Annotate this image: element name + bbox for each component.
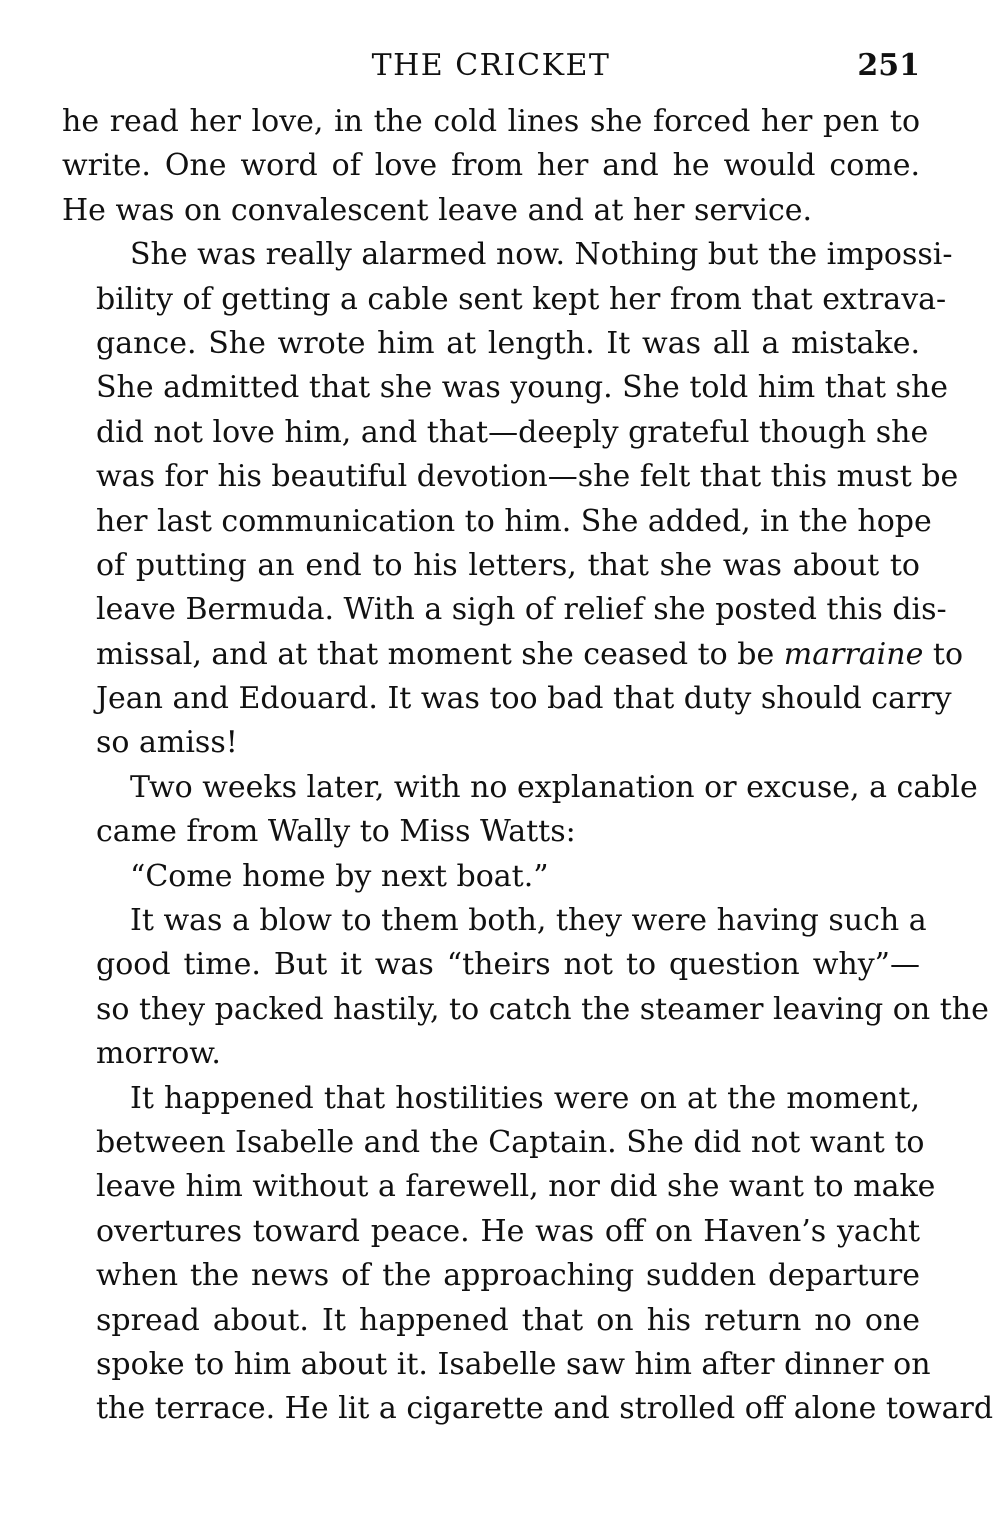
text-line: She was really alarmed now. Nothing but the impossi- xyxy=(130,237,953,273)
text-line: Jean and Edouard. It was too bad that duty should carry xyxy=(96,681,952,717)
text-line: spread about. It happened that on his return no one xyxy=(96,1302,920,1338)
text-line: missal, and at that moment she ceased to be marraine to xyxy=(96,636,964,672)
text-line: so amiss! xyxy=(96,725,238,761)
text-line: write. One word of love from her and he would come. xyxy=(62,148,920,184)
paragraph xyxy=(62,899,989,1077)
text-line: came from Wally to Miss Watts: xyxy=(96,814,576,850)
text-line: her last communication to him. She added, in the hope xyxy=(96,503,932,539)
text-line: It was a blow to them both, they were having such a xyxy=(130,903,927,939)
text-line: did not love him, and that—deeply grateful though she xyxy=(96,414,929,450)
text-line: She admitted that she was young. She told him that she xyxy=(96,370,949,406)
italic-word: marraine xyxy=(783,636,924,672)
text-line: so they packed hastily, to catch the steamer leaving on the xyxy=(96,991,989,1027)
paragraph xyxy=(62,100,920,233)
text-line: morrow. xyxy=(96,1036,221,1072)
body-text xyxy=(62,100,994,1432)
text-line: the terrace. He lit a cigarette and strolled off alone toward xyxy=(96,1391,994,1427)
paragraph xyxy=(62,1077,994,1432)
text-line: leave him without a farewell, nor did she want to make xyxy=(96,1169,936,1205)
text-line: overtures toward peace. He was off on Haven’s yacht xyxy=(96,1213,920,1249)
text-line: spoke to him about it. Isabelle saw him after dinner on xyxy=(96,1346,931,1382)
text-line: It happened that hostilities were on at the moment, xyxy=(130,1080,920,1116)
text-line: leave Bermuda. With a sigh of relief she posted this dis- xyxy=(96,592,947,628)
text-line: Two weeks later, with no explanation or excuse, a cable xyxy=(130,769,978,805)
text-line: when the news of the approaching sudden departure xyxy=(96,1258,920,1294)
text-line: good time. But it was “theirs not to question why”— xyxy=(96,947,920,983)
paragraph xyxy=(62,855,920,899)
text-line: bility of getting a cable sent kept her from that extrava- xyxy=(96,281,947,317)
paragraph xyxy=(62,233,964,766)
text-line: of putting an end to his letters, that she was about to xyxy=(96,547,920,583)
page-header xyxy=(62,44,920,88)
text-line: between Isabelle and the Captain. She did not want to xyxy=(96,1124,925,1160)
page-number: 251 xyxy=(857,48,920,83)
text-line: gance. She wrote him at length. It was all a mistake. xyxy=(96,325,920,361)
text-line: He was on convalescent leave and at her service. xyxy=(62,192,813,228)
text-line: was for his beautiful devotion—she felt that this must be xyxy=(96,459,959,495)
text-line: “Come home by next boat.” xyxy=(130,858,549,894)
text-line: he read her love, in the cold lines she forced her pen to xyxy=(62,104,920,139)
paragraph xyxy=(62,766,978,855)
running-title: THE CRICKET xyxy=(371,48,611,83)
